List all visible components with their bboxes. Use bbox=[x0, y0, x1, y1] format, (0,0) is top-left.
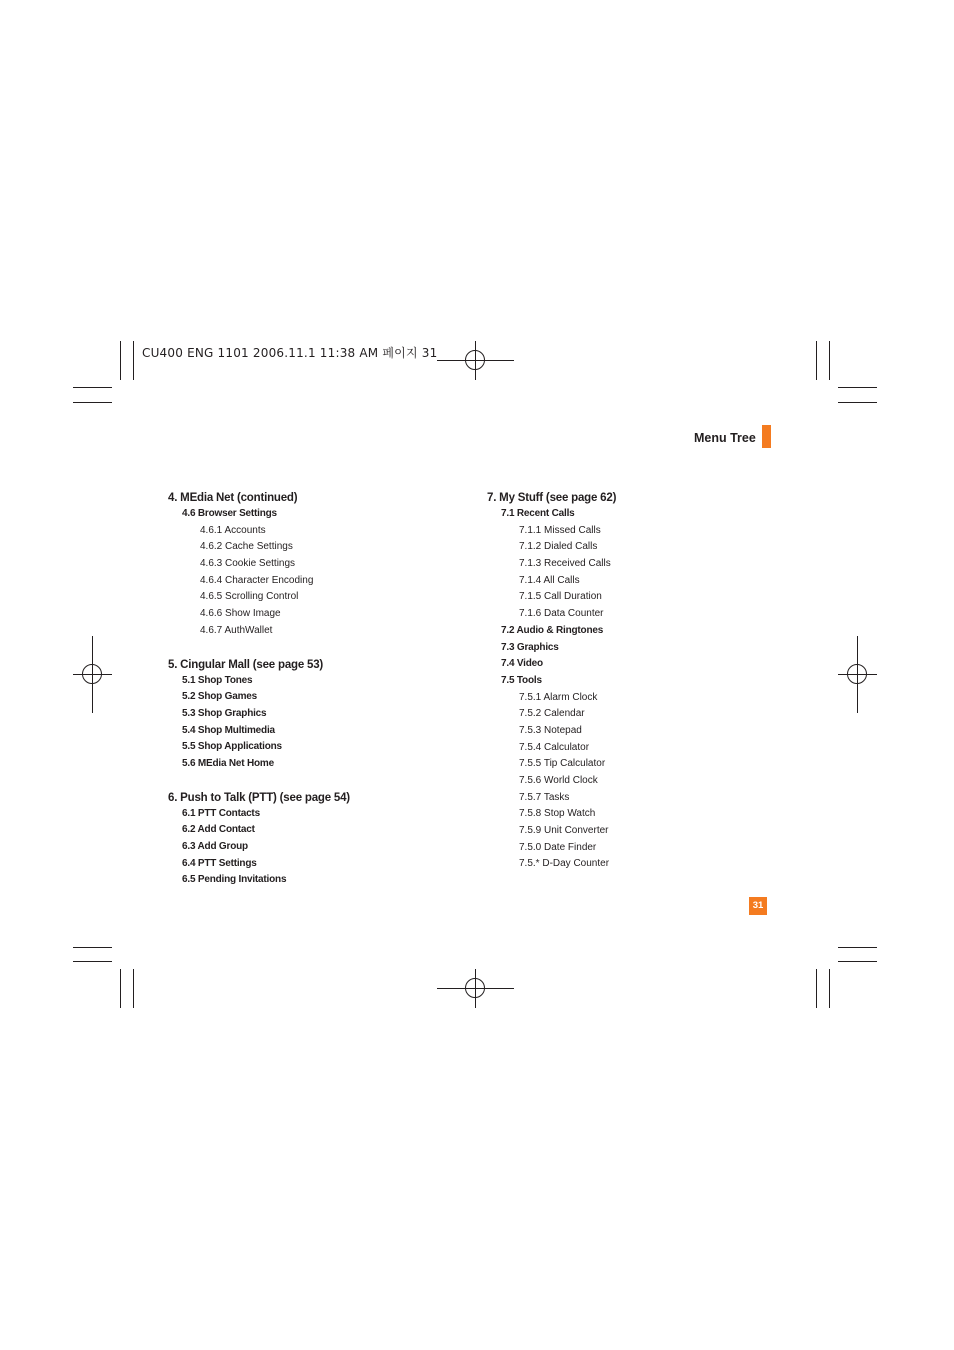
submenu-item: 6.5 Pending Invitations bbox=[182, 874, 287, 886]
menu-leaf-item: 7.5.3 Notepad bbox=[519, 724, 582, 736]
menu-section bbox=[487, 490, 777, 873]
submenu-item: 7.5 Tools bbox=[501, 674, 542, 686]
menu-leaf-item: 7.5.6 World Clock bbox=[519, 775, 598, 786]
submenu-item: 5.5 Shop Applications bbox=[182, 741, 282, 753]
submenu-item: 5.3 Shop Graphics bbox=[182, 707, 267, 719]
header-accent-bar bbox=[762, 425, 771, 448]
submenu-item: 7.3 Graphics bbox=[501, 641, 559, 653]
menu-leaf-item: 7.5.2 Calendar bbox=[519, 708, 585, 720]
menu-leaf-item: 4.6.6 Show Image bbox=[200, 608, 281, 620]
menu-leaf-item: 4.6.1 Accounts bbox=[200, 524, 266, 536]
menu-leaf-item: 7.1.2 Dialed Calls bbox=[519, 541, 598, 553]
menu-leaf-item: 4.6.4 Character Encoding bbox=[200, 574, 314, 586]
submenu-item: 5.4 Shop Multimedia bbox=[182, 724, 275, 736]
menu-section bbox=[168, 790, 458, 889]
menu-leaf-item: 7.5.0 Date Finder bbox=[519, 841, 597, 853]
section-heading: 5. Cingular Mall (see page 53) bbox=[168, 658, 324, 671]
menu-leaf-item: 7.1.6 Data Counter bbox=[519, 608, 604, 620]
menu-leaf-item: 4.6.7 AuthWallet bbox=[200, 624, 273, 636]
menu-leaf-item: 4.6.3 Cookie Settings bbox=[200, 558, 296, 570]
menu-leaf-item: 7.5.1 Alarm Clock bbox=[519, 691, 598, 703]
menu-leaf-item: 7.5.5 Tip Calculator bbox=[519, 758, 606, 770]
menu-leaf-item: 7.1.3 Received Calls bbox=[519, 558, 611, 570]
submenu-item: 6.2 Add Contact bbox=[182, 824, 255, 836]
menu-leaf-item: 7.1.5 Call Duration bbox=[519, 591, 602, 603]
page-number: 31 bbox=[749, 897, 767, 915]
submenu-item: 6.1 PTT Contacts bbox=[182, 807, 260, 819]
section-heading: 4. MEdia Net (continued) bbox=[168, 492, 298, 504]
menu-leaf-item: 7.5.* D-Day Counter bbox=[519, 858, 610, 870]
menu-leaf-item: 7.1.1 Missed Calls bbox=[519, 524, 601, 536]
menu-leaf-item: 7.1.4 All Calls bbox=[519, 574, 580, 586]
menu-section bbox=[168, 657, 458, 773]
menu-leaf-item: 7.5.4 Calculator bbox=[519, 741, 590, 753]
menu-leaf-item: 4.6.5 Scrolling Control bbox=[200, 591, 299, 603]
menu-leaf-item: 7.5.7 Tasks bbox=[519, 791, 570, 803]
page-title: Menu Tree bbox=[694, 431, 756, 445]
print-slug: CU400 ENG 1101 2006.11.1 11:38 AM 페이지 31 bbox=[142, 346, 438, 360]
menu-leaf-item: 4.6.2 Cache Settings bbox=[200, 541, 293, 553]
menu-leaf-item: 7.5.8 Stop Watch bbox=[519, 808, 596, 820]
submenu-item: 7.1 Recent Calls bbox=[501, 508, 575, 519]
submenu-item: 6.3 Add Group bbox=[182, 841, 248, 852]
submenu-item: 5.6 MEdia Net Home bbox=[182, 757, 274, 769]
submenu-item: 5.2 Shop Games bbox=[182, 691, 258, 703]
menu-section bbox=[168, 490, 458, 640]
submenu-item: 4.6 Browser Settings bbox=[182, 508, 277, 519]
left-column bbox=[168, 490, 458, 889]
right-column bbox=[487, 490, 777, 873]
submenu-item: 7.2 Audio & Ringtones bbox=[501, 624, 604, 636]
submenu-item: 7.4 Video bbox=[501, 658, 543, 670]
section-heading: 6. Push to Talk (PTT) (see page 54) bbox=[168, 791, 350, 804]
menu-leaf-item: 7.5.9 Unit Converter bbox=[519, 825, 609, 837]
submenu-item: 5.1 Shop Tones bbox=[182, 674, 253, 686]
submenu-item: 6.4 PTT Settings bbox=[182, 857, 257, 869]
section-heading: 7. My Stuff (see page 62) bbox=[487, 492, 617, 504]
